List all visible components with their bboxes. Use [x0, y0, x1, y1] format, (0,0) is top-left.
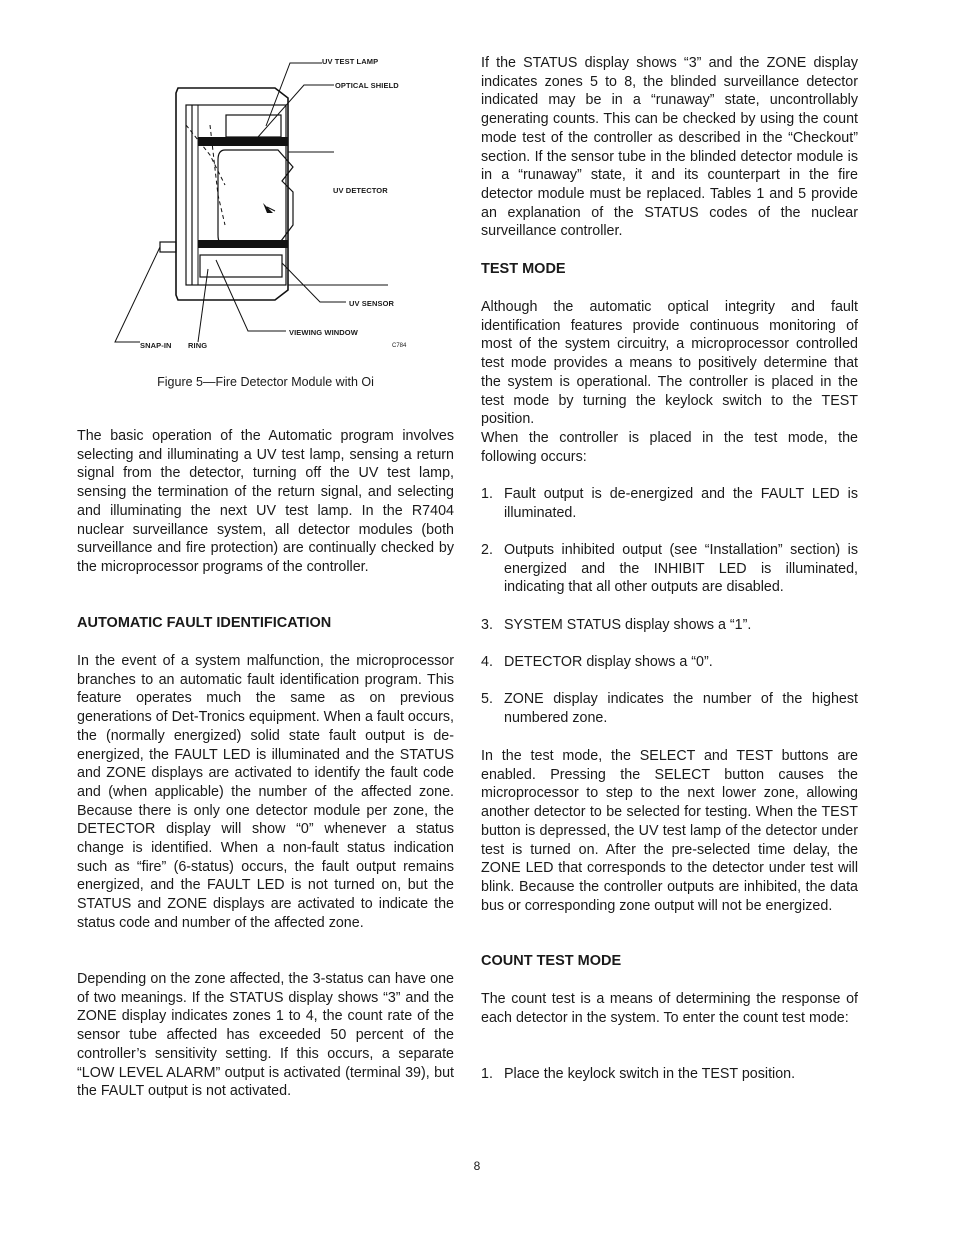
- test-paragraph-2: When the controller is placed in the test mode, the following occurs:: [481, 430, 858, 465]
- list-number: 4.: [481, 654, 493, 670]
- list-text: DETECTOR display shows a “0”.: [504, 654, 713, 670]
- test-list-item: [481, 485, 858, 522]
- label-viewing-window: VIEWING WINDOW: [289, 328, 358, 337]
- label-ring: RING: [188, 341, 208, 350]
- test-list-item: [481, 541, 858, 597]
- label-uv-detector: UV DETECTOR: [333, 186, 388, 195]
- count-paragraph-1: The count test is a means of determining the response of each detector in the system. To enter the count test mode:: [481, 991, 858, 1026]
- figure-code: C784: [392, 343, 407, 349]
- label-uv-sensor: UV SENSOR: [349, 299, 395, 308]
- list-text: ZONE display indicates the number of the highest numbered zone.: [504, 691, 858, 726]
- label-snap-in: SNAP-IN: [140, 341, 172, 350]
- afi-paragraph-2: Depending on the zone affected, the 3-status can have one of two meanings. If the STATUS display shows “3” and the ZONE display indicates zones 1 to 4, the count rate of the sensor tube affected has exceeded 50 percent of the controller’s sensitivity setting. If this occurs, a separate “LOW LEVEL ALARM” output is activated (terminal 39), but the FAULT output is not activated.: [77, 971, 454, 1100]
- label-optical-shield: OPTICAL SHIELD: [335, 81, 399, 90]
- heading-automatic-fault-identification: AUTOMATIC FAULT IDENTIFICATION: [77, 615, 332, 631]
- list-number: 3.: [481, 617, 493, 633]
- test-paragraph-1: Although the automatic optical integrity and fault identification features provide continuous monitoring of most of the system circuitry, a microprocessor controlled test mode provides a means to positively determine that the system is operational. The controller is placed in the test mode by turning the keylock switch to the TEST position.: [481, 299, 858, 428]
- list-number: 1.: [481, 1066, 493, 1082]
- intro-paragraph: The basic operation of the Automatic program involves selecting and illuminating a UV test lamp, sensing a return signal from the detector, turning off the UV test lamp, sensing the termination of the return signal, and selecting and illuminating the next UV test lamp. In the R7404 nuclear surveillance system, all detector modules (both surveillance and fire protection) are continually checked by the microprocessor programs of the controller.: [77, 428, 454, 575]
- count-list-item: [481, 1065, 858, 1084]
- list-number: 5.: [481, 691, 493, 707]
- list-text: Place the keylock switch in the TEST position.: [504, 1066, 796, 1082]
- fire-detector-module-figure: [100, 55, 440, 355]
- test-list-item: [481, 690, 858, 727]
- status-paragraph: If the STATUS display shows “3” and the ZONE display indicates zones 5 to 8, the blinded surveillance detector indicated may be in a “runaway” state, uncontrollably generating counts. This can be checked by using the count mode test of the controller as described in the “Checkout” section. If the sensor tube in the blinded detector module is in a “runaway” state, it and its counterpart in the fire detector module must be replaced. Tables 1 and 5 provide an explanation of the STATUS codes of the nuclear surveillance controller.: [481, 55, 858, 240]
- list-number: 1.: [481, 486, 493, 502]
- test-paragraph-3: In the test mode, the SELECT and TEST buttons are enabled. Pressing the SELECT button causes the microprocessor to step to the next lower zone, allowing another detector to be selected for testing. When the TEST button is depressed, the UV test lamp of the detector under test is turned on. After the pre-selected time delay, the ZONE LED that corresponds to the detector under test will blink. Because the controller outputs are inhibited, the data bus or corresponding zone output will not be energized.: [481, 748, 858, 914]
- test-list-item: [481, 616, 858, 635]
- figure-caption: Figure 5—Fire Detector Module with Oi: [157, 375, 374, 389]
- heading-count-test-mode: COUNT TEST MODE: [481, 953, 622, 969]
- page-number: 8: [473, 1159, 481, 1173]
- list-number: 2.: [481, 542, 493, 558]
- test-list-item: [481, 653, 858, 672]
- afi-paragraph-1: In the event of a system malfunction, the microprocessor branches to an automatic fault identification program. This feature operates much the same as on previous generations of Det-Tronics equipment. When a fault occurs, the (normally energized) solid state fault output is de-energized, the FAULT LED is illuminated and the STATUS and ZONE displays are activated to identify the fault code and (when applicable) the number of the affected zone. Because there is only one detector module per zone, the DETECTOR display will show “0” whenever a status change is identified. When a non-fault status indication such as “fire” (6-status) occurs, the fault output remains energized, and the FAULT LED is not turned on, but the STATUS and ZONE displays are activated to indicate the status code and number of the affected zone.: [77, 653, 454, 931]
- label-uv-test-lamp: UV TEST LAMP: [322, 57, 379, 66]
- list-text: Fault output is de-energized and the FAULT LED is illuminated.: [504, 486, 858, 521]
- heading-test-mode: TEST MODE: [481, 261, 566, 277]
- detector-diagram: [100, 55, 440, 355]
- list-text: SYSTEM STATUS display shows a “1”.: [504, 617, 752, 633]
- list-text: Outputs inhibited output (see “Installation” section) is energized and the INHIBIT LED is illuminated, indicating that all other outputs are disabled.: [504, 542, 858, 596]
